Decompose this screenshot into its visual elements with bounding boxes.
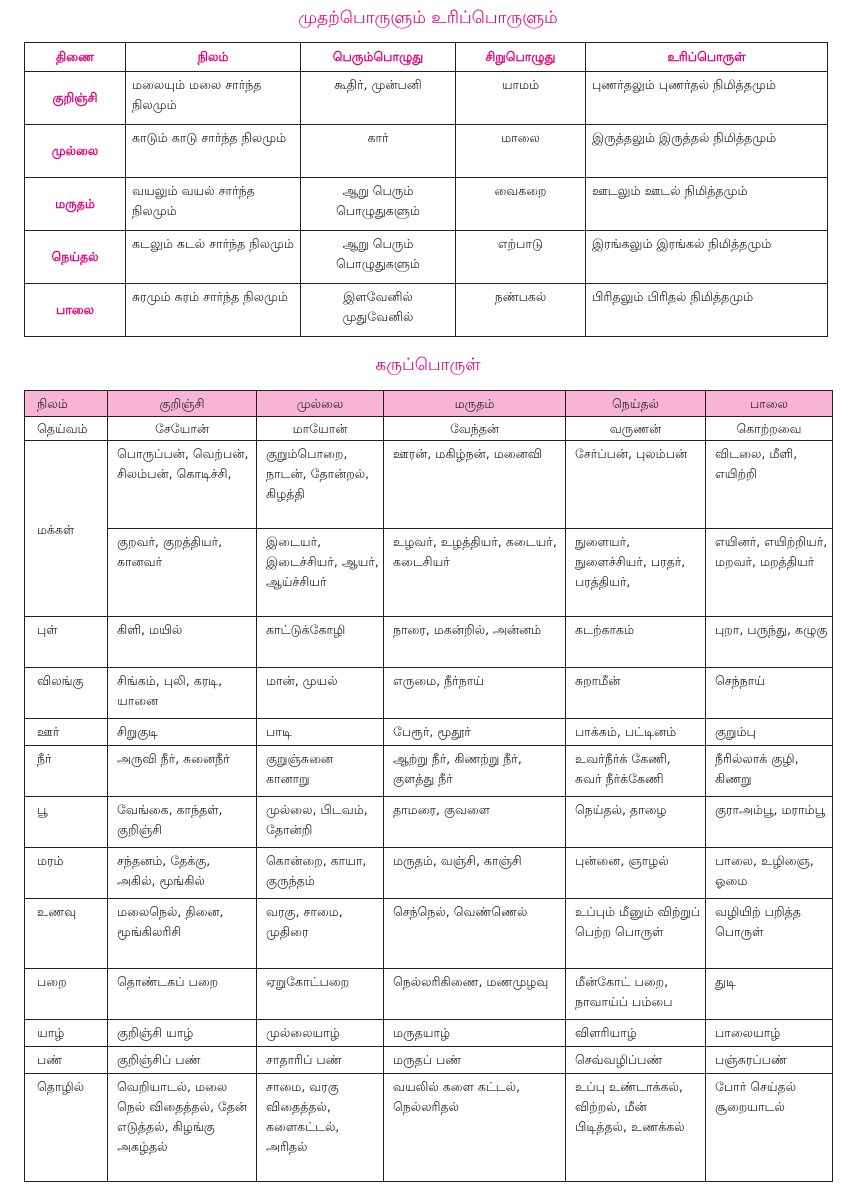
header-marutham: மருதம் [384, 391, 566, 417]
thinai-cell: முல்லை [25, 125, 126, 178]
table-row [25, 746, 833, 797]
table-cell: சாமை, வரகு விதைத்தல், களைகட்டல், அரிதல் [257, 1074, 384, 1182]
row-label: மக்கள் [25, 441, 108, 617]
people-row [25, 529, 833, 617]
header-nilam: நிலம் [126, 43, 301, 72]
table-cell: பஞ்சுரப்பண் [706, 1047, 833, 1074]
thinai-cell: பாலை [25, 284, 126, 337]
table-cell: முல்லையாழ் [257, 1020, 384, 1047]
uriporul-cell: புணர்தலும் புணர்தல் நிமித்தமும் [586, 72, 828, 125]
sirupozhuthu-cell: மாலை [456, 125, 586, 178]
table-cell: பாக்கம், பட்டினம் [566, 719, 706, 746]
row-label: பண் [25, 1047, 108, 1074]
table-cell: செவ்வழிப்பண் [566, 1047, 706, 1074]
sirupozhuthu-cell: யாமம் [456, 72, 586, 125]
sirupozhuthu-cell: நண்பகல் [456, 284, 586, 337]
table-cell: நெல்லரிகிணை, மணமுழவு [384, 969, 566, 1020]
deity-cell: வேந்தன் [384, 417, 566, 441]
perumpozhuthu-cell: கார் [301, 125, 456, 178]
header-sirupozhuthu: சிறுபொழுது [456, 43, 586, 72]
table-cell: உவர்நீர்க் கேணி, சுவர் நீர்க்கேணி [566, 746, 706, 797]
table-cell: ஆற்று நீர், கிணற்று நீர், குளத்து நீர் [384, 746, 566, 797]
table-row [25, 72, 828, 125]
header-mullai: முல்லை [257, 391, 384, 417]
row-label: பறை [25, 969, 108, 1020]
table-row [25, 797, 833, 848]
thinai-cell: மருதம் [25, 178, 126, 231]
table-cell: குராஅம்பூ, மராம்பூ [706, 797, 833, 848]
header-nilam: நிலம் [25, 391, 108, 417]
header-thinai: திணை [25, 43, 126, 72]
karuporul-table [24, 390, 833, 1182]
people-cell: எயினர், எயிற்றியர், மறவர், மறத்தியர் [706, 529, 833, 617]
row-label: மரம் [25, 848, 108, 899]
people-cell: ஊரன், மகிழ்நன், மனைவி [384, 441, 566, 529]
sirupozhuthu-cell: எற்பாடு [456, 231, 586, 284]
table-cell: பாலையாழ் [706, 1020, 833, 1047]
table-cell: செந்நெல், வெண்ணெல் [384, 899, 566, 969]
table-cell: நீரில்லாக் குழி, கிணறு [706, 746, 833, 797]
table2-title: கருப்பொருள் [375, 355, 481, 375]
table-row [25, 719, 833, 746]
table-row [25, 231, 828, 284]
table-cell: பாடி [257, 719, 384, 746]
table-cell: உப்பு உண்டாக்கல், விற்றல், மீன் பிடித்தல், உணக்கல் [566, 1074, 706, 1182]
table-cell: சாதாரிப் பண் [257, 1047, 384, 1074]
table-cell: வழியிற் பறித்த பொருள் [706, 899, 833, 969]
row-label: விலங்கு [25, 668, 108, 719]
table-row [25, 899, 833, 969]
uriporul-cell: ஊடலும் ஊடல் நிமித்தமும் [586, 178, 828, 231]
table-cell: நெய்தல், தாழை [566, 797, 706, 848]
table-cell: எருமை, நீர்நாய் [384, 668, 566, 719]
table-cell: உப்பும் மீனும் விற்றுப் பெற்ற பொருள் [566, 899, 706, 969]
nilam-cell: கடலும் கடல் சார்ந்த நிலமும் [126, 231, 301, 284]
header-neithal: நெய்தல் [566, 391, 706, 417]
row-label: நீர் [25, 746, 108, 797]
table-cell: தொண்டகப் பறை [108, 969, 257, 1020]
table-cell: கடற்காகம் [566, 617, 706, 668]
people-cell: நுளையர், நுளைச்சியர், பரதர், பரத்தியர், [566, 529, 706, 617]
people-cell: குறவர், குறத்தியர், கானவர் [108, 529, 257, 617]
mudhal-uri-table [24, 42, 828, 337]
nilam-cell: மலையும் மலை சார்ந்த நிலமும் [126, 72, 301, 125]
header-uriporul: உரிப்பொருள் [586, 43, 828, 72]
nilam-cell: வயலும் வயல் சார்ந்த நிலமும் [126, 178, 301, 231]
table-cell: பாலை, உழிஞை, ஓமை [706, 848, 833, 899]
table-row [25, 617, 833, 668]
table1-title: முதற்பொருளும் உரிப்பொருளும் [298, 8, 558, 28]
header-paalai: பாலை [706, 391, 833, 417]
deity-cell: வருணன் [566, 417, 706, 441]
table-cell: மலைநெல், தினை, மூங்கிலரிசி [108, 899, 257, 969]
table-cell: வயலில் களை கட்டல், நெல்லரிதல் [384, 1074, 566, 1182]
table-cell: வேங்கை, காந்தள், குறிஞ்சி [108, 797, 257, 848]
people-row [25, 441, 833, 529]
table-cell: கிளி, மயில் [108, 617, 257, 668]
thinai-cell: நெய்தல் [25, 231, 126, 284]
table-cell: வரகு, சாமை, முதிரை [257, 899, 384, 969]
nilam-cell: காடும் காடு சார்ந்த நிலமும் [126, 125, 301, 178]
table-cell: மருதம், வஞ்சி, காஞ்சி [384, 848, 566, 899]
table-cell: முல்லை, பிடவம், தோன்றி [257, 797, 384, 848]
header-perumpozhuthu: பெரும்பொழுது [301, 43, 456, 72]
perumpozhuthu-cell: ஆறு பெரும் பொழுதுகளும் [301, 178, 456, 231]
uriporul-cell: இருத்தலும் இருத்தல் நிமித்தமும் [586, 125, 828, 178]
row-label: தெய்வம் [25, 417, 108, 441]
table-cell: அருவி நீர், சுனைநீர் [108, 746, 257, 797]
table-cell: சிறுகுடி [108, 719, 257, 746]
perumpozhuthu-cell: இளவேனில் முதுவேனில் [301, 284, 456, 337]
table-cell: பேரூர், மூதூர் [384, 719, 566, 746]
people-cell: சேர்ப்பன், புலம்பன் [566, 441, 706, 529]
table-cell: சிங்கம், புலி, கரடி, யானை [108, 668, 257, 719]
thinai-cell: குறிஞ்சி [25, 72, 126, 125]
table1-header-row [25, 43, 828, 72]
table-cell: குறுஞ்சுனை கானாறு [257, 746, 384, 797]
table-row [25, 668, 833, 719]
perumpozhuthu-cell: ஆறு பெரும் பொழுதுகளும் [301, 231, 456, 284]
table-cell: போர் செய்தல் சூறையாடல் [706, 1074, 833, 1182]
table-row [25, 1074, 833, 1182]
table-cell: விளரியாழ் [566, 1020, 706, 1047]
people-cell: விடலை, மீளி, எயிற்றி [706, 441, 833, 529]
table-row [25, 848, 833, 899]
table-cell: மான், முயல் [257, 668, 384, 719]
perumpozhuthu-cell: கூதிர், முன்பனி [301, 72, 456, 125]
deity-cell: சேயோன் [108, 417, 257, 441]
deity-row [25, 417, 833, 441]
row-label: புள் [25, 617, 108, 668]
table-cell: புறா, பருந்து, கழுகு [706, 617, 833, 668]
table-cell: குறும்பு [706, 719, 833, 746]
table-cell: மருதப் பண் [384, 1047, 566, 1074]
table-cell: நாரை, மகன்றில், அன்னம் [384, 617, 566, 668]
sirupozhuthu-cell: வைகறை [456, 178, 586, 231]
table-cell: துடி [706, 969, 833, 1020]
table-row [25, 125, 828, 178]
table-row [25, 969, 833, 1020]
table-cell: மீன்கோட் பறை, நாவாய்ப் பம்பை [566, 969, 706, 1020]
deity-cell: மாயோன் [257, 417, 384, 441]
table-cell: செந்நாய் [706, 668, 833, 719]
table-row [25, 178, 828, 231]
row-label: தொழில் [25, 1074, 108, 1182]
table2-header-row [25, 391, 833, 417]
row-label: உணவு [25, 899, 108, 969]
header-kurinji: குறிஞ்சி [108, 391, 257, 417]
people-cell: பொருப்பன், வெற்பன், சிலம்பன், கொடிச்சி, [108, 441, 257, 529]
table-cell: மருதயாழ் [384, 1020, 566, 1047]
row-label: யாழ் [25, 1020, 108, 1047]
uriporul-cell: பிரிதலும் பிரிதல் நிமித்தமும் [586, 284, 828, 337]
people-cell: குறும்பொறை, நாடன், தோன்றல், கிழத்தி [257, 441, 384, 529]
table-row [25, 1047, 833, 1074]
row-label: பூ [25, 797, 108, 848]
deity-cell: கொற்றவை [706, 417, 833, 441]
people-cell: இடையர், இடைச்சியர், ஆயர், ஆய்ச்சியர் [257, 529, 384, 617]
table-cell: கொன்றை, காயா, குருந்தம் [257, 848, 384, 899]
table-cell: காட்டுக்கோழி [257, 617, 384, 668]
table-cell: ஏறுகோட்பறை [257, 969, 384, 1020]
table-cell: வெறியாடல், மலை நெல் விதைத்தல், தேன் எடுத்தல், கிழங்கு அகழ்தல் [108, 1074, 257, 1182]
nilam-cell: சுரமும் சுரம் சார்ந்த நிலமும் [126, 284, 301, 337]
table-cell: சுறாமீன் [566, 668, 706, 719]
row-label: ஊர் [25, 719, 108, 746]
table-cell: புன்னை, ஞாழல் [566, 848, 706, 899]
uriporul-cell: இரங்கலும் இரங்கல் நிமித்தமும் [586, 231, 828, 284]
table-cell: தாமரை, குவளை [384, 797, 566, 848]
table-cell: சந்தனம், தேக்கு, அகில், மூங்கில் [108, 848, 257, 899]
table-row [25, 284, 828, 337]
table-cell: குறிஞ்சி யாழ் [108, 1020, 257, 1047]
table-row [25, 1020, 833, 1047]
people-cell: உழவர், உழத்தியர், கடையர், கடைசியர் [384, 529, 566, 617]
table-cell: குறிஞ்சிப் பண் [108, 1047, 257, 1074]
